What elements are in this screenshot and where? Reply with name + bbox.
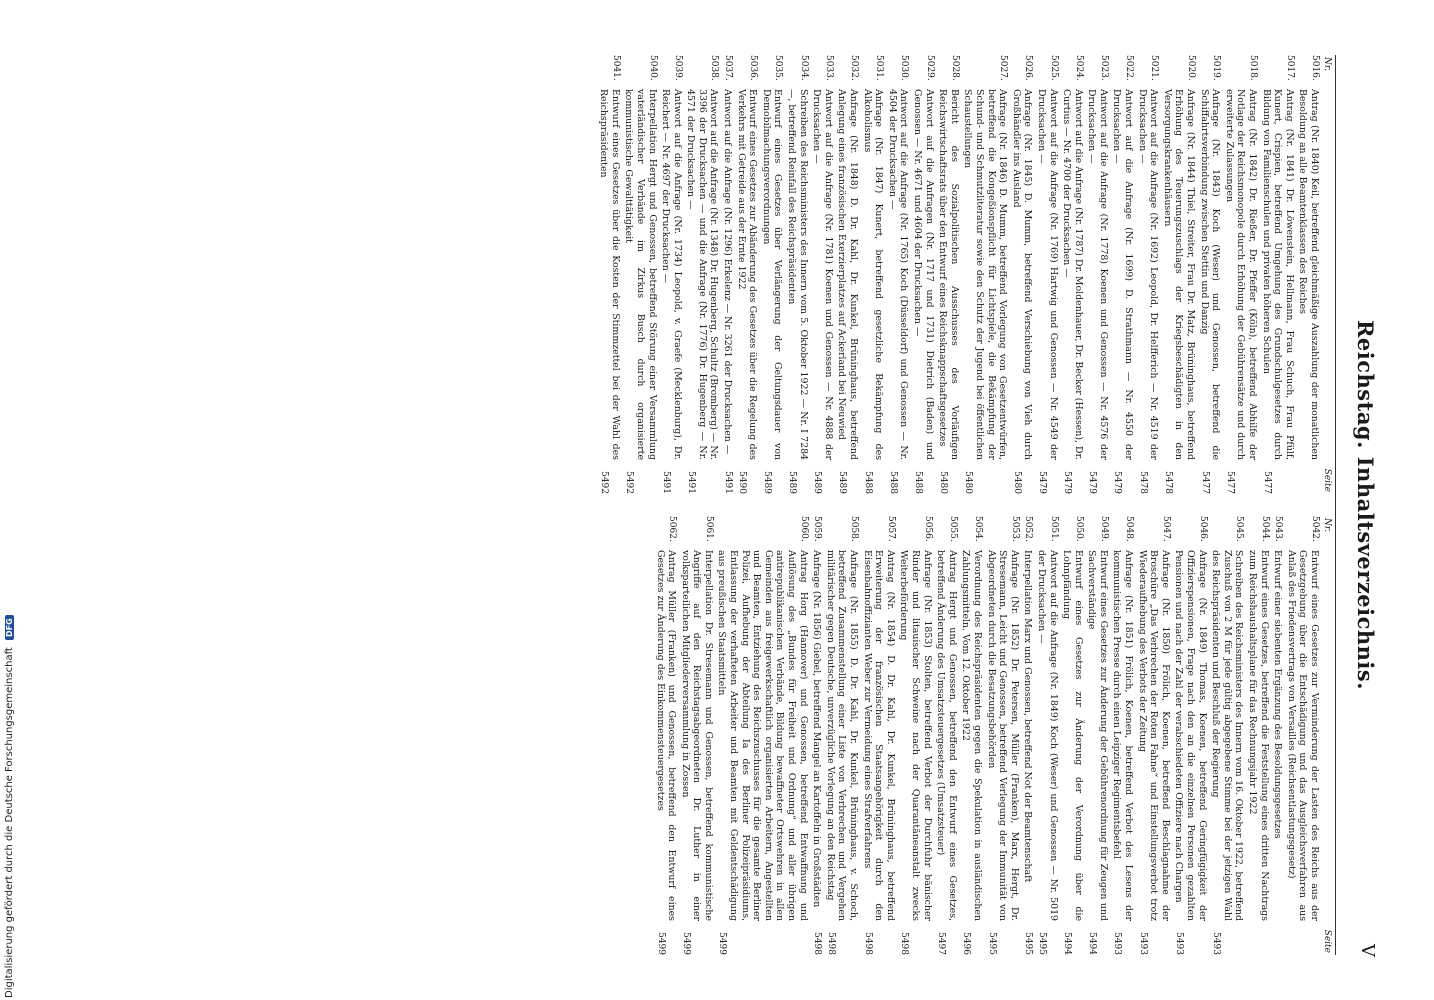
entry-text: Anfrage (Nr. 1856) Giebel, betreffend Mangel an Kartoffeln in Großstädten bbox=[811, 550, 823, 908]
index-entry bbox=[985, 516, 1020, 955]
entry-page: 5492 bbox=[624, 471, 635, 494]
index-entry bbox=[1111, 516, 1134, 955]
entry-page: 5478 bbox=[1162, 471, 1173, 494]
index-entry bbox=[836, 55, 859, 494]
entry-page: 5477 bbox=[1224, 471, 1235, 494]
entry-text: Antwort auf die Anfrage (Nr. 1348) Dr. Hugenberg, Schultz (Bromberg) — Nr. 3396 der Drucksachen — und die Anfrage (Nr. 1776) Dr. Hugenberg — Nr. 4571 der Drucksachen — bbox=[685, 89, 720, 460]
index-entry bbox=[911, 55, 934, 494]
index-entry bbox=[824, 516, 859, 955]
entry-page: 5493 bbox=[1174, 932, 1185, 955]
right-entry-list bbox=[654, 516, 1320, 955]
index-entry bbox=[861, 55, 884, 494]
index-entry bbox=[811, 55, 834, 494]
entry-text: Antwort auf die Anfrage (Nr. 1765) Koch (Düsseldorf) und Genossen — Nr. 4504 der Drucksachen — bbox=[886, 89, 910, 460]
entry-number: 5016. bbox=[1310, 55, 1320, 81]
entry-page: 5496 bbox=[961, 932, 972, 955]
entry-text: Anfrage (Nr. 1850) Frölich, Koenen, betreffend Beschlagnahme der Broschüre „Das Verbrechen der Roten Fahne“ und Einstellungsverbot trotz Wiederaufhebung des Verbots der Zeitung bbox=[1136, 550, 1171, 921]
entry-text: Anfrage (Nr. 1852) Dr. Petersen, Müller (Franken), Marx, Hergt, Dr. Stresemann, Leicht und Genossen, betreffend Verlegung der Immunität von Abgeordneten durch die Besatzungsbehörden bbox=[985, 550, 1020, 921]
index-entry bbox=[1136, 516, 1171, 955]
entry-number: 5061. bbox=[703, 516, 714, 542]
entry-page: 5489 bbox=[812, 471, 823, 494]
entry-page: 5495 bbox=[1023, 932, 1034, 955]
entry-number: 5021. bbox=[1149, 55, 1160, 81]
entry-number: 5060. bbox=[798, 516, 809, 542]
entry-page: 5478 bbox=[1137, 471, 1148, 494]
index-entry bbox=[861, 516, 896, 955]
entry-number: 5056. bbox=[922, 516, 933, 542]
entry-page: 5499 bbox=[680, 932, 691, 955]
index-entry bbox=[1285, 516, 1320, 955]
entry-text: Entwurf eines Gesetzes zur Änderung der Verordnung über die Lohnpfändung bbox=[1061, 550, 1084, 921]
entry-number: 5047. bbox=[1160, 516, 1171, 542]
entry-text: Entwurf eines Gesetzes, betreffend die Feststellung eines dritten Nachtrags zum Reichshaushaltsplane für das Rechnungsjahr 1922 bbox=[1247, 550, 1270, 921]
entry-number: 5022. bbox=[1124, 55, 1135, 81]
entry-text: Antwort auf die Anfragen (Nr. 1717 und 1731) Dietrich (Baden) und Genossen — Nr. 4671 und 4604 der Drucksachen — bbox=[912, 89, 935, 460]
entry-page: 5498 bbox=[899, 932, 910, 955]
index-entry bbox=[1086, 55, 1109, 494]
entry-page: 5480 bbox=[1011, 471, 1022, 494]
entry-text: Entwurf einer siebenten Ergänzung des Besoldungsgesetzes bbox=[1272, 550, 1284, 839]
entry-page: 5480 bbox=[938, 471, 949, 494]
page-inner bbox=[596, 55, 1382, 955]
index-entry bbox=[937, 55, 960, 494]
entry-text: Antwort auf die Anfrage (Nr. 1787) Dr. Moldenhauer, Dr. Becker (Hessen), Dr. Curtius — Nr. 4700 der Drucksachen — bbox=[1061, 89, 1084, 460]
entry-number: 5032. bbox=[849, 55, 860, 81]
entry-number: 5020. bbox=[1186, 55, 1197, 81]
entry-text: Antwort auf die Anfrage (Nr. 1699) D. Strathmann — Nr. 4550 der Drucksachen — bbox=[1111, 89, 1135, 460]
index-entry bbox=[1198, 55, 1221, 494]
entry-page: 5488 bbox=[862, 471, 873, 494]
entry-text: Antwort auf die Anfrage (Nr. 1781) Koenen und Genossen — Nr. 4888 der Drucksachen — bbox=[811, 89, 834, 460]
left-column bbox=[596, 55, 1332, 494]
entry-number: 5031. bbox=[874, 55, 885, 81]
entry-text: Anfrage (Nr. 1848) D. Dr. Kahl, Dr. Kunkel, Brüninghaus, betreffend Anlegung eines französischen Exerzierplatzes auf Ackerland bei Neuwied bbox=[836, 89, 860, 460]
entry-text: Anfrage (Nr. 1844) Thiel, Streiter, Frau Dr. Matz, Brüninghaus, betreffend Erhöhung des Teuerungszuschlags der Kriegsbeschädigten in den Versorgungskrankenhäusern bbox=[1161, 89, 1197, 460]
left-column-header bbox=[1320, 55, 1332, 494]
entry-page: 5491 bbox=[723, 471, 734, 494]
entry-text: Antrag Hergt und Genossen, betreffend den Entwurf eines Gesetzes, betreffend Änderung des Umsatzsteuergesetzes (Umsatzsteuer) bbox=[935, 550, 958, 921]
entry-page: 5489 bbox=[837, 471, 848, 494]
index-entry bbox=[623, 55, 658, 494]
entry-page: 5479 bbox=[1112, 471, 1123, 494]
entry-text: Anfrage (Nr. 1843) Koch (Weser) und Genossen, betreffend die Schiffahrtsverbindung zwischen Stettin und Danzig bbox=[1198, 89, 1222, 460]
entry-page: 5494 bbox=[1062, 932, 1073, 955]
entry-number: 5034. bbox=[798, 55, 809, 81]
entry-number: 5019. bbox=[1211, 55, 1222, 81]
entry-page: 5493 bbox=[1211, 932, 1222, 955]
entry-page: 5491 bbox=[661, 471, 672, 494]
index-entry bbox=[1272, 516, 1284, 955]
seite-header: Seite bbox=[1322, 468, 1332, 492]
entry-page: 5479 bbox=[1062, 471, 1073, 494]
entry-text: Anfrage (Nr. 1851) Frölich, Koenen, betreffend Verbot des Lesens der kommunistischen Presse durch einen Leipziger Regimentsbefehl bbox=[1111, 550, 1135, 921]
entry-number: 5057. bbox=[885, 516, 896, 542]
entry-page: 5495 bbox=[986, 932, 997, 955]
nr-header: Nr. bbox=[1322, 57, 1332, 72]
entry-text: Anfrage (Nr. 1847) Kunert, betreffend gesetzliche Bekämpfung des Alkoholismus bbox=[861, 89, 885, 460]
index-entry bbox=[1136, 55, 1159, 494]
entry-number: 5036. bbox=[748, 55, 759, 81]
entry-text: Bericht des Sozialpolitischen Ausschusses des Vorläufigen Reichswirtschaftsrats über den Entwurf eines Reichsknappschaftsgesetzes bbox=[937, 89, 960, 460]
index-entry bbox=[716, 516, 809, 955]
entry-number: 5041. bbox=[610, 55, 621, 81]
index-entry bbox=[722, 55, 734, 494]
header-rule bbox=[1335, 55, 1336, 955]
entry-text: Antwort auf die Anfrage (Nr. 1778) Koenen und Genossen — Nr. 4576 der Drucksachen — bbox=[1086, 89, 1109, 460]
entry-text: Antrag (Nr. 1840) Keil, betreffend gleichmäßige Auszahlung der monatlichen Besoldung an alle Beamtenklassen des Reiches bbox=[1297, 89, 1320, 460]
entry-number: 5058. bbox=[849, 516, 860, 542]
entry-number: 5024. bbox=[1073, 55, 1084, 81]
entry-text: Schreiben des Reichsministers des Innern vom 16. Oktober 1922, betreffend Zuschuß von 2 M für jede gültig abgegebene Stimme bei der jetzigen Wahl des Reichspräsidenten und Beschluß der Regierung bbox=[1210, 550, 1245, 921]
entry-text: Anfrage (Nr. 1849) Thomas, Koenen, betreffend Geringfügigkeit der Offizierspensionen, Frage nach den an die einzelnen Personen gezahlten Pensionen und nach der Zahl der verabschiedeten Offiziere nach Chargen bbox=[1173, 550, 1208, 921]
credit-text: Digitalisierung gefördert durch die Deutsche Forschungsgemeinschaft bbox=[4, 647, 15, 998]
entry-number: 5055. bbox=[947, 516, 958, 542]
entry-text: Schreiben des Reichsministers des Innern vom 5. Oktober 1922 — Nr. I 7284 —, betreffend Reinfall des Reichspräsidenten bbox=[786, 89, 809, 460]
entry-text: Interpellation Hergt und Genossen, betreffend Störung einer Versammlung vaterländischer Verbände im Zirkus Busch durch organisierte kommunistische Gewalttätigkeit bbox=[623, 89, 658, 460]
entry-text: Antwort auf die Anfrage (Nr. 1734) Leopold, v. Graefe (Mecklenburg), Dr. Reichert — Nr. 4697 der Drucksachen — bbox=[660, 89, 683, 460]
seite-header: Seite bbox=[1322, 929, 1332, 953]
entry-text: Antwort auf die Anfrage (Nr. 1849) Koch (Weser) und Genossen — Nr. 5019 der Drucksachen — bbox=[1035, 550, 1059, 921]
entry-page: 5499 bbox=[655, 932, 666, 955]
entry-text: Antwort auf die Anfrage (Nr. 1296) Erkelenz — Nr. 3261 der Drucksachen — bbox=[722, 89, 734, 455]
entry-page: 5495 bbox=[1036, 932, 1047, 955]
entry-number: 5035. bbox=[773, 55, 784, 81]
entry-page: 5480 bbox=[963, 471, 974, 494]
index-entry bbox=[935, 516, 958, 955]
entry-page: 5492 bbox=[599, 471, 610, 494]
index-entry bbox=[1173, 516, 1208, 955]
nr-header: Nr. bbox=[1322, 518, 1332, 533]
entry-page: 5498 bbox=[862, 932, 873, 955]
entry-number: 5045. bbox=[1234, 516, 1245, 542]
entry-page: 5479 bbox=[1087, 471, 1098, 494]
entry-text: Anfrage (Nr. 1853) Stolten, betreffend Verbot der Durchfuhr bänischer Rinder und litauischer Schweine nach der Quarantäneanstalt zwecks Weiterbeförderung bbox=[898, 550, 933, 921]
index-entry bbox=[886, 55, 909, 494]
index-entry bbox=[1035, 516, 1058, 955]
entry-number: 5018. bbox=[1248, 55, 1259, 81]
entry-page: 5489 bbox=[761, 471, 772, 494]
index-entry bbox=[598, 55, 621, 494]
entry-text: Entwurf eines Gesetzes zur Abänderung des Gesetzes über die Regelung des Verkehrs mit Getreide aus der Ernte 1922 bbox=[735, 89, 759, 460]
index-entry bbox=[685, 55, 720, 494]
entry-number: 5052. bbox=[1023, 516, 1034, 542]
entry-text: Anfrage (Nr. 1846) D. Mumm, betreffend Vorlegung von Gesetzentwürfen, betreffend die Kongeßionspflicht für Lichtspiele, die Bekämpfung der Schund- und Schmutzliteratur sowie den Schutz der Jugend bei öffentlichen Schaustellungen bbox=[962, 89, 1009, 460]
entry-text: Interpellation Marx und Genossen, betreffend Not der Beamtenschaft bbox=[1022, 550, 1034, 883]
entry-number: 5027. bbox=[998, 55, 1009, 81]
entry-number: 5053. bbox=[1009, 516, 1020, 542]
entry-number: 5040. bbox=[647, 55, 658, 81]
entry-page: 5488 bbox=[887, 471, 898, 494]
page-title: Reichstag. Inhaltsverzeichnis. bbox=[1353, 319, 1378, 691]
index-entry bbox=[1161, 55, 1196, 494]
index-entry bbox=[1086, 516, 1109, 955]
entry-text: Entwurf eines Gesetzes zur Änderung der Gebührenordnung für Zeugen und Sachverständige bbox=[1086, 550, 1109, 921]
entry-number: 5042. bbox=[1310, 516, 1320, 542]
index-entry bbox=[1223, 55, 1258, 494]
index-entry bbox=[785, 55, 808, 494]
credit-rotated bbox=[4, 8, 18, 998]
entry-text: Antrag (Nr. 1842) Dr. Rießer, Dr. Pfeffer (Köln), betreffend Abhilfe der Notlage der Reichsmonopole durch Erhöhung der Gebührensätze und durch erweiterte Zulassungen bbox=[1223, 89, 1259, 460]
dfg-logo: DFG bbox=[5, 615, 14, 640]
index-entry bbox=[1210, 516, 1245, 955]
entry-number: 5017. bbox=[1284, 55, 1295, 81]
entry-number: 5025. bbox=[1048, 55, 1059, 81]
entry-number: 5029. bbox=[924, 55, 935, 81]
entry-number: 5043. bbox=[1273, 516, 1284, 542]
entry-text: Antwort auf die Anfrage (Nr. 1769) Hartwig und Genossen — Nr. 4549 der Drucksachen — bbox=[1035, 89, 1059, 460]
entry-page: 5479 bbox=[1036, 471, 1047, 494]
entry-page: 5491 bbox=[686, 471, 697, 494]
entry-number: 5049. bbox=[1098, 516, 1109, 542]
page-header bbox=[1338, 55, 1382, 955]
page-number-roman: V bbox=[1357, 944, 1378, 957]
entry-number: 5062. bbox=[667, 516, 678, 542]
entry-text: Interpellation Dr. Stresemann und Genossen, betreffend kommunistische Angriffe auf den Reichstagsabgeordneten Dr. Luther in einer volksparteilichen Mitgliederversammlung in Zossen bbox=[679, 550, 714, 921]
index-entry bbox=[962, 55, 1008, 494]
index-entry bbox=[1111, 55, 1134, 494]
index-entry bbox=[1246, 516, 1269, 955]
entry-page: 5494 bbox=[1087, 932, 1098, 955]
entry-page: 5497 bbox=[936, 932, 947, 955]
entry-number: 5050. bbox=[1073, 516, 1084, 542]
entry-text: Anfrage (Nr. 1845) D. Mumm, betreffend Verschiebung von Vieh durch Großhändler ins Ausland bbox=[1010, 89, 1034, 460]
columns bbox=[596, 55, 1332, 955]
entry-text: Antrag (Nr. 1841) Dr. Löwenstein, Hellmann, Frau Schuch, Frau Pfülf, Kunert, Crispien, betreffend Umgehung des Grundschulgesetzes durch Bildung von Familienschulen und privaten höheren Schulen bbox=[1260, 89, 1295, 460]
entry-number: 5028. bbox=[949, 55, 960, 81]
entry-page: 5489 bbox=[787, 471, 798, 494]
entry-number: 5039. bbox=[672, 55, 683, 81]
entry-number: 5051. bbox=[1048, 516, 1059, 542]
entry-text: Entwurf eines Gesetzes über die Kosten der Stimmzettel bei der Wahl des Reichspräsidenten bbox=[598, 89, 621, 460]
right-column-header bbox=[1320, 516, 1332, 955]
entry-text: Antwort auf die Anfrage (Nr. 1692) Leopold, Dr. Helfferich — Nr. 4519 der Drucksachen — bbox=[1136, 89, 1160, 460]
entry-text: Anfrage (Nr. 1855) D. Dr. Kahl, Dr. Kunkel, Brüninghaus, v. Schoch, betreffend Zusammenstellung einer Liste von Verbrechen und Vergehen militärischer gegen Deutsche, unverzügliche Vorlegung an den Reichstag bbox=[824, 550, 860, 921]
index-entry bbox=[898, 516, 933, 955]
index-entry bbox=[1061, 55, 1084, 494]
entry-number: 5026. bbox=[1023, 55, 1034, 81]
index-entry bbox=[1010, 55, 1033, 494]
entry-text: Entwurf eines Gesetzes zur Verminderung der Lasten des Reichs aus der Gesetzgebung über die Entschädigung und das Ausgleichsverfahren aus Anlaß des Friedensvertrags von Versailles (Reichsentlastungsgesetz) bbox=[1285, 550, 1320, 921]
entry-text: Antrag (Nr. 1854) D. Dr. Kahl, Dr. Kunkel, Brüninghaus, betreffend Erweiterung der französischen Staatsangehörigkeit durch den Eisenbahnoffizianten Weber zur Vermeidung eines Strafverfahrens bbox=[861, 550, 896, 921]
entry-text: Verordnung des Reichspräsidenten gegen die Spekulation in ausländischen Zahlungsmitteln. Vom 12. Oktober 1922 bbox=[960, 550, 983, 921]
entry-number: 5038. bbox=[709, 55, 720, 81]
index-entry bbox=[660, 55, 683, 494]
entry-number: 5033. bbox=[823, 55, 834, 81]
entry-page: 5493 bbox=[1137, 932, 1148, 955]
entry-number: 5059. bbox=[812, 516, 823, 542]
index-entry bbox=[1035, 55, 1058, 494]
entry-number: 5054. bbox=[972, 516, 983, 542]
index-entry bbox=[960, 516, 983, 955]
left-entry-list bbox=[598, 55, 1320, 494]
entry-page: 5498 bbox=[825, 932, 836, 955]
entry-page: 5490 bbox=[736, 471, 747, 494]
entry-number: 5044. bbox=[1259, 516, 1270, 542]
entry-page: 5477 bbox=[1199, 471, 1210, 494]
entry-page: 5493 bbox=[1112, 932, 1123, 955]
index-entry bbox=[1061, 516, 1084, 955]
entry-number: 5046. bbox=[1197, 516, 1208, 542]
entry-number: 5048. bbox=[1124, 516, 1135, 542]
index-entry bbox=[1260, 55, 1295, 494]
entry-number: 5023. bbox=[1098, 55, 1109, 81]
index-entry bbox=[760, 55, 783, 494]
index-entry bbox=[1297, 55, 1320, 494]
index-entry bbox=[679, 516, 714, 955]
entry-text: Entwurf eines Gesetzes über Verlängerung der Geltungsdauer von Demobilmachungsverordnungen bbox=[760, 89, 784, 460]
index-entry bbox=[811, 516, 823, 955]
entry-text: Antrag Horg (Hannover) und Genossen, betreffend Entwaffnung und Auflösung des „Bundes für Freiheit und Ordnung“ und aller übrigen antirepublikanischen Verbände, Bildung bewaffneter Ortswehren in allen Gemeinden aus freigewerkschaftlich organisierten Arbeitern, Angestellten und Beamten, Entziehung des Reichszuschusses für die gesamte Berliner Polizei, Aufhebung der Abteilung Ia des Berliner Polizeipräsidiums, Entlassung der verhafteten Arbeiter und Beamten mit Geldentschädigung aus preußischen Staatsmitteln bbox=[716, 550, 809, 921]
entry-page: 5498 bbox=[812, 932, 823, 955]
index-entry bbox=[1022, 516, 1034, 955]
entry-text: Antrag Müller (Franken) und Genossen, betreffend den Entwurf eines Gesetzes zur Änderung des Einkommensteuergesetzes bbox=[654, 550, 678, 921]
right-column bbox=[596, 516, 1332, 955]
entry-page: 5488 bbox=[913, 471, 923, 494]
entry-page: 5499 bbox=[717, 932, 728, 955]
index-entry bbox=[654, 516, 677, 955]
entry-page: 5477 bbox=[1261, 471, 1272, 494]
entry-number: 5037. bbox=[723, 55, 734, 81]
entry-number: 5030. bbox=[899, 55, 910, 81]
index-entry bbox=[735, 55, 758, 494]
